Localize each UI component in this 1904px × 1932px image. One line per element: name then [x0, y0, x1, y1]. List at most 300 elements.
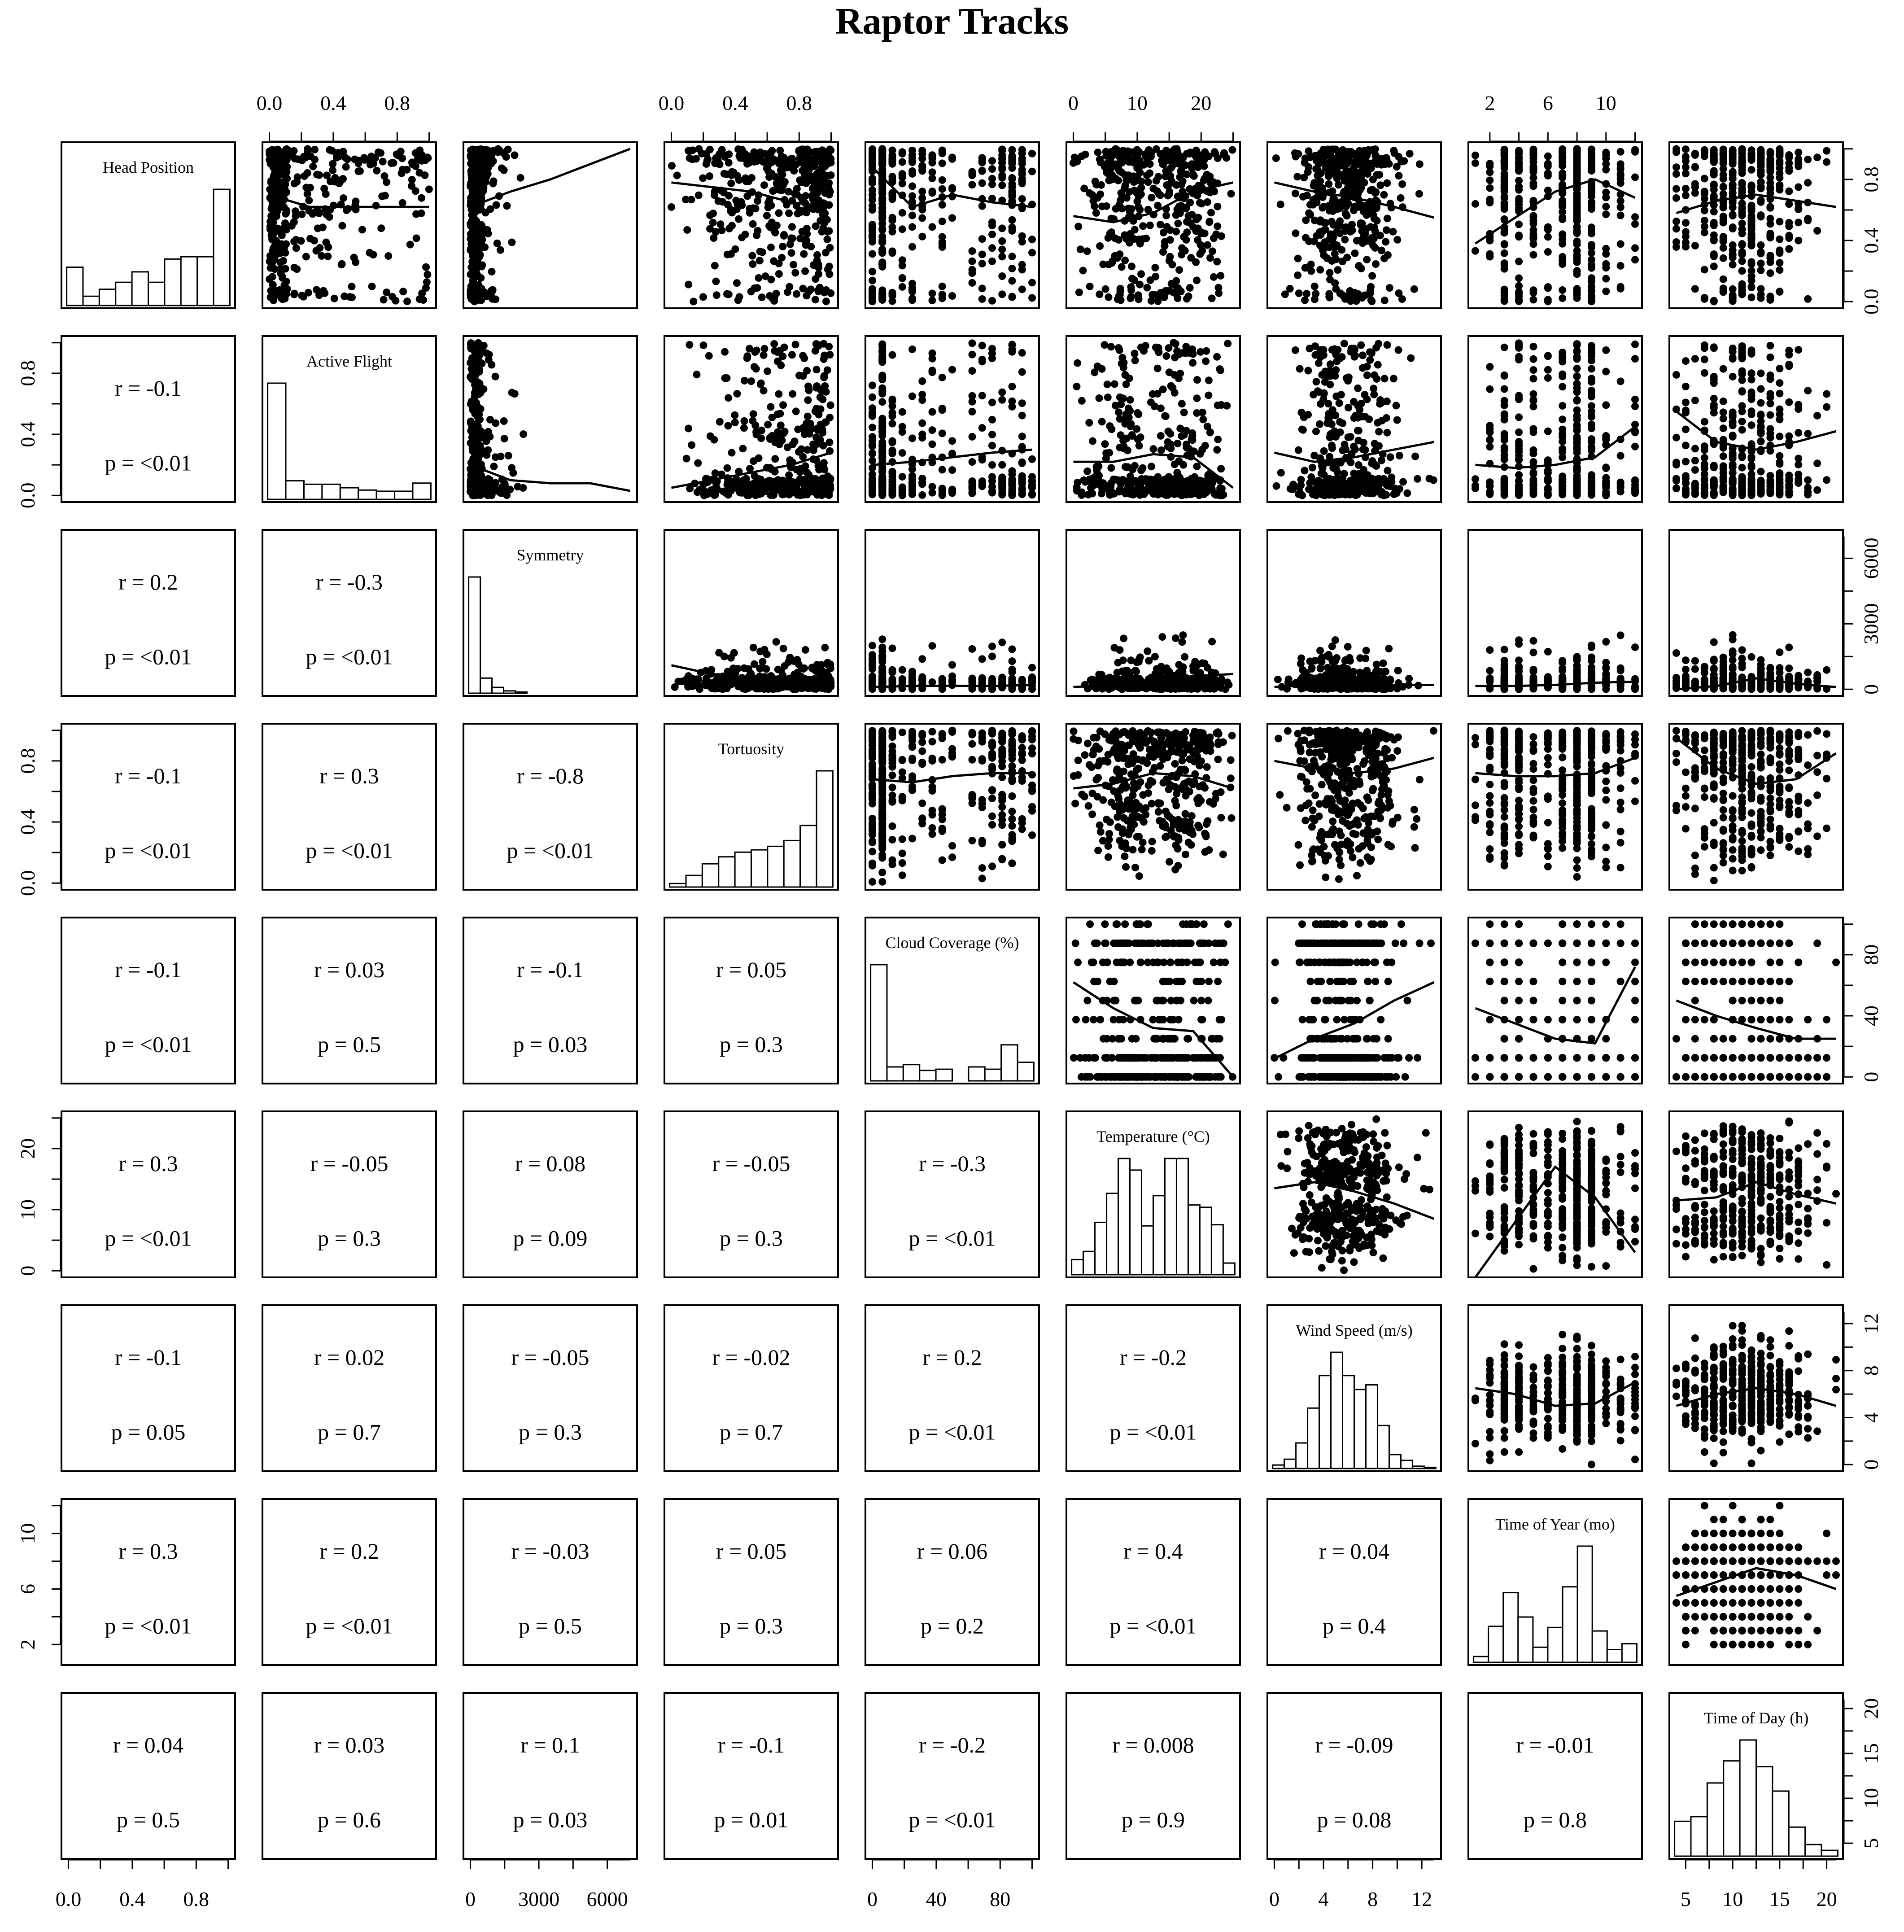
scatter-point [272, 251, 280, 259]
scatter-point [1573, 195, 1581, 202]
histogram-bar [340, 488, 358, 499]
scatter-point [1198, 200, 1205, 207]
scatter-point [1377, 181, 1384, 189]
scatter-point [705, 352, 713, 360]
scatter-point [1785, 154, 1793, 162]
scatter-point [315, 171, 323, 179]
scatter-point [899, 179, 906, 187]
scatter-point [1602, 188, 1610, 196]
scatter-point [1136, 206, 1144, 214]
scatter-point [978, 167, 986, 175]
scatter-point [978, 157, 986, 164]
scatter-point [1691, 183, 1699, 191]
scatter-point [1178, 251, 1185, 258]
scatter-point [348, 293, 356, 301]
scatter-point [1529, 296, 1537, 303]
scatter-point [1729, 211, 1737, 219]
scatter-point [978, 342, 986, 350]
scatter-point [869, 381, 876, 389]
scatter-point [948, 486, 956, 494]
scatter-point [1325, 180, 1332, 188]
scatter-point [1757, 183, 1764, 190]
scatter-point [403, 297, 411, 305]
scatter-point [377, 224, 385, 232]
scatter-point [1501, 296, 1508, 303]
scatter-point [939, 148, 946, 155]
scatter-point [1701, 175, 1708, 182]
scatter-point [1175, 457, 1183, 465]
scatter-point [477, 221, 485, 229]
scatter-point [797, 465, 804, 472]
scatter-point [1210, 476, 1218, 484]
scatter-point [394, 152, 402, 159]
scatter-point [1122, 490, 1129, 497]
scatter-point [1602, 264, 1610, 271]
scatter-point [878, 385, 886, 392]
scatter-point [1588, 264, 1595, 272]
scatter-point [777, 166, 785, 174]
scatter-point [777, 362, 785, 369]
scatter-point [1559, 294, 1566, 302]
scatter-point [1673, 194, 1680, 202]
scatter-point [1099, 261, 1107, 268]
scatter-point [1185, 212, 1192, 220]
scatter-point [329, 160, 336, 168]
scatter-point [998, 272, 1006, 280]
scatter-point [1691, 151, 1699, 159]
scatter-point [1112, 175, 1120, 183]
scatter-point [770, 257, 777, 265]
scatter-point [1009, 146, 1016, 153]
panel-r0-c1 [262, 142, 436, 308]
scatter-point [1169, 147, 1177, 155]
scatter-point [1127, 396, 1134, 404]
scatter-point [338, 222, 346, 230]
scatter-point [1101, 440, 1109, 448]
scatter-point [1070, 159, 1077, 167]
scatter-point [749, 417, 756, 424]
scatter-point [723, 374, 730, 382]
scatter-point [1367, 296, 1375, 304]
scatter-point [948, 292, 956, 300]
scatter-point [711, 262, 719, 270]
scatter-point [1326, 269, 1333, 276]
scatter-point [794, 425, 802, 433]
scatter-point [275, 288, 283, 295]
scatter-point [1573, 294, 1581, 302]
scatter-point [1325, 290, 1333, 298]
scatter-point [1157, 446, 1165, 454]
scatter-point [1411, 285, 1418, 293]
scatter-point [763, 212, 771, 219]
scatter-point [1673, 163, 1680, 171]
scatter-point [988, 442, 996, 450]
scatter-point [1312, 290, 1319, 297]
scatter-point [721, 170, 728, 178]
scatter-point [1501, 194, 1508, 202]
scatter-point [1367, 283, 1375, 291]
scatter-point [1144, 178, 1152, 186]
scatter-point [939, 201, 946, 209]
scatter-point [869, 149, 876, 157]
scatter-point [733, 279, 741, 287]
scatter-point [969, 170, 976, 177]
scatter-point [978, 392, 986, 399]
scatter-point [412, 187, 419, 195]
scatter-point [928, 441, 936, 448]
scatter-point [1303, 290, 1310, 297]
scatter-point [1372, 260, 1380, 268]
scatter-point [356, 167, 364, 175]
scatter-point [1117, 287, 1124, 294]
scatter-point [791, 269, 799, 277]
scatter-point [728, 449, 736, 457]
scatter-point [939, 429, 946, 437]
scatter-point [358, 226, 366, 233]
scatter-point [1157, 221, 1164, 228]
scatter-point [743, 352, 751, 360]
scatter-point [775, 270, 783, 278]
scatter-point [978, 424, 986, 432]
scatter-point [908, 243, 916, 251]
scatter-point [800, 166, 808, 173]
scatter-point [988, 157, 996, 165]
scatter-point [1515, 297, 1523, 305]
scatter-point [988, 461, 996, 469]
scatter-point [1738, 285, 1746, 293]
histogram-bar [413, 483, 431, 499]
scatter-point [1009, 476, 1016, 483]
scatter-point [1617, 148, 1625, 156]
scatter-point [422, 263, 430, 271]
scatter-point [476, 236, 484, 243]
scatter-point [1342, 210, 1349, 218]
scatter-point [821, 352, 828, 359]
scatter-point [1720, 151, 1727, 159]
scatter-point [1193, 463, 1201, 470]
scatter-point [352, 258, 359, 266]
scatter-point [1738, 258, 1746, 265]
scatter-point [1529, 251, 1537, 258]
scatter-point [683, 226, 691, 234]
scatter-point [1559, 286, 1566, 294]
scatter-point [1116, 346, 1123, 354]
scatter-point [1757, 291, 1764, 298]
scatter-point [1009, 398, 1016, 405]
scatter-point [1094, 194, 1101, 202]
scatter-point [1795, 237, 1802, 245]
scatter-point [1105, 293, 1112, 301]
scatter-point [1776, 182, 1783, 190]
scatter-point [1147, 276, 1154, 284]
scatter-point [508, 389, 516, 396]
scatter-point [939, 405, 946, 412]
scatter-point [1813, 227, 1821, 235]
scatter-point [1122, 371, 1129, 379]
scatter-point [490, 463, 498, 470]
scatter-point [820, 386, 827, 394]
scatter-point [818, 426, 826, 434]
scatter-point [749, 260, 756, 268]
scatter-point [740, 424, 748, 432]
scatter-point [780, 232, 788, 240]
scatter-point [1331, 280, 1339, 287]
scatter-point [1112, 205, 1120, 213]
scatter-point [1573, 258, 1581, 266]
scatter-point [1682, 145, 1690, 153]
scatter-point [778, 254, 786, 262]
scatter-point [1354, 185, 1362, 193]
scatter-point [899, 225, 906, 233]
scatter-point [1178, 180, 1185, 188]
scatter-point [270, 212, 278, 219]
scatter-point [1729, 146, 1737, 154]
scatter-point [755, 455, 763, 462]
scatter-point [775, 209, 783, 217]
scatter-point [823, 236, 831, 243]
scatter-point [1130, 159, 1137, 166]
scatter-point [770, 340, 778, 348]
scatter-point [694, 459, 702, 467]
scatter-point [1691, 164, 1699, 171]
scatter-point [978, 356, 986, 363]
scatter-point [476, 295, 483, 303]
scatter-point [869, 442, 876, 450]
scatter-point [712, 278, 720, 285]
scatter-point [1328, 257, 1336, 265]
scatter-point [1151, 264, 1159, 271]
scatter-point [706, 211, 714, 219]
scatter-point [1104, 380, 1111, 388]
scatter-point [1515, 177, 1523, 184]
scatter-point [468, 217, 476, 225]
scatter-point [1207, 209, 1215, 216]
scatter-point [969, 351, 976, 358]
scatter-point [1588, 184, 1595, 191]
scatter-point [1009, 157, 1016, 165]
scatter-point [1173, 347, 1181, 355]
scatter-point [1202, 358, 1210, 365]
scatter-point [948, 466, 956, 474]
scatter-point [685, 425, 692, 433]
scatter-point [468, 174, 476, 182]
scatter-point [1501, 203, 1508, 211]
scatter-point [412, 162, 419, 170]
scatter-point [878, 372, 886, 379]
scatter-point [816, 464, 824, 472]
scatter-point [969, 408, 976, 415]
scatter-point [778, 437, 786, 444]
scatter-point [1748, 293, 1756, 301]
panel-frame [61, 336, 235, 502]
scatter-point [1376, 232, 1384, 239]
scatter-point [978, 456, 986, 463]
scatter-points [869, 339, 1036, 499]
scatter-point [1515, 258, 1523, 265]
scatter-point [1154, 297, 1162, 305]
scatter-point [1093, 181, 1100, 188]
scatter-point [423, 278, 431, 286]
scatter-point [878, 398, 886, 406]
scatter-point [888, 159, 896, 167]
scatter-point [1142, 235, 1150, 242]
scatter-point [1529, 164, 1537, 171]
scatter-point [918, 188, 926, 195]
scatter-point [1369, 175, 1377, 183]
scatter-point [969, 433, 976, 441]
scatter-point [1720, 175, 1727, 183]
scatter-point [1080, 184, 1088, 192]
scatter-point [476, 253, 483, 261]
scatter-point [1213, 446, 1221, 454]
scatter-point [1345, 153, 1352, 161]
scatter-point [939, 374, 946, 381]
scatter-point [800, 250, 808, 258]
scatter-point [1602, 166, 1610, 174]
scatter-point [309, 210, 316, 218]
scatter-point [313, 286, 320, 293]
scatter-point [1136, 240, 1144, 248]
histogram-bar [197, 257, 214, 306]
scatter-point [1617, 240, 1625, 248]
scatter-point [1748, 152, 1756, 159]
scatter-point [1018, 195, 1026, 203]
scatter-point [899, 274, 906, 282]
scatter-point [406, 240, 414, 248]
scatter-point [918, 233, 926, 240]
scatter-point [764, 421, 772, 428]
scatter-point [1111, 380, 1118, 388]
scatter-point [1083, 247, 1091, 255]
scatter-point [267, 259, 275, 267]
scatter-point [1277, 201, 1284, 208]
scatter-point [1720, 244, 1727, 252]
scatter-point [1559, 215, 1566, 223]
scatter-point [827, 171, 835, 179]
scatter-point [1785, 245, 1793, 253]
scatter-point [1631, 256, 1639, 263]
scatter-point [888, 191, 896, 198]
scatter-point [1272, 154, 1280, 162]
scatter-point [725, 290, 733, 298]
scatter-point [1334, 266, 1341, 274]
scatter-point [496, 147, 503, 154]
histogram-bar [268, 383, 286, 499]
scatter-point [486, 433, 493, 441]
scatter-point [1139, 222, 1147, 230]
scatter-point [1617, 285, 1625, 293]
scatter-point [1738, 249, 1746, 257]
scatter-point [1354, 169, 1361, 177]
scatter-point [1198, 247, 1206, 254]
scatter-point [699, 341, 707, 349]
scatter-point [1367, 147, 1374, 155]
scatter-point [1135, 295, 1143, 303]
scatter-point [1153, 187, 1161, 195]
scatter-points [1272, 145, 1424, 305]
scatter-point [888, 147, 896, 154]
scatter-point [998, 253, 1006, 260]
scatter-point [878, 491, 886, 498]
scatter-point [467, 480, 475, 487]
scatter-point [1617, 160, 1625, 168]
scatter-point [266, 223, 274, 230]
scatter-point [425, 185, 433, 193]
scatter-point [472, 148, 479, 155]
scatter-point [1515, 282, 1523, 290]
scatter-point [767, 403, 774, 411]
scatter-point [1748, 207, 1756, 215]
scatter-point [869, 457, 876, 464]
scatter-point [1217, 367, 1224, 374]
scatter-point [1529, 235, 1537, 242]
scatter-point [1335, 181, 1342, 188]
scatter-point [774, 348, 782, 356]
scatter-point [470, 275, 477, 283]
scatter-point [1028, 294, 1036, 302]
scatter-point [939, 160, 946, 167]
scatter-point [969, 181, 976, 188]
scatter-point [683, 455, 690, 463]
scatter-point [888, 176, 896, 184]
scatter-point [779, 243, 786, 250]
scatter-point [807, 285, 815, 293]
scatter-point [928, 483, 936, 490]
scatter-point [1559, 174, 1566, 181]
scatter-point [888, 437, 896, 445]
scatter-point [1151, 291, 1158, 298]
scatter-point [1227, 190, 1235, 197]
scatter-point [280, 244, 288, 252]
scatter-point [1795, 205, 1802, 213]
scatter-point [1224, 340, 1231, 347]
scatter-point [1559, 208, 1566, 216]
scatter-point [1720, 219, 1727, 227]
scatter-point [772, 229, 779, 236]
scatter-point [1214, 203, 1221, 210]
scatter-point [755, 274, 763, 282]
scatter-point [399, 199, 406, 207]
scatter-point [888, 468, 896, 476]
scatter-point [1354, 290, 1362, 298]
scatter-point [751, 491, 759, 498]
scatter-point [1515, 204, 1523, 212]
scatter-point [348, 283, 355, 290]
scatter-point [1009, 253, 1016, 260]
scatter-point [469, 193, 477, 201]
scatter-point [918, 166, 926, 173]
scatter-point [1018, 459, 1026, 466]
scatter-point [508, 464, 515, 472]
scatter-point [822, 249, 830, 256]
scatter-point [282, 157, 290, 164]
scatter-point [298, 292, 306, 299]
scatter-point [1776, 218, 1783, 225]
scatter-point [878, 226, 886, 234]
scatter-point [819, 160, 826, 167]
panel-r1-c1 [262, 336, 436, 502]
scatter-point [781, 344, 788, 351]
scatter-point [796, 477, 804, 485]
scatter-point [292, 207, 299, 215]
scatter-point [1205, 392, 1212, 399]
scatter-point [1112, 145, 1119, 153]
scatter-point [759, 249, 766, 256]
scatter-point [320, 287, 328, 295]
scatter-point [801, 267, 809, 275]
scatter-point [1515, 274, 1523, 282]
scatter-point [1486, 160, 1494, 167]
